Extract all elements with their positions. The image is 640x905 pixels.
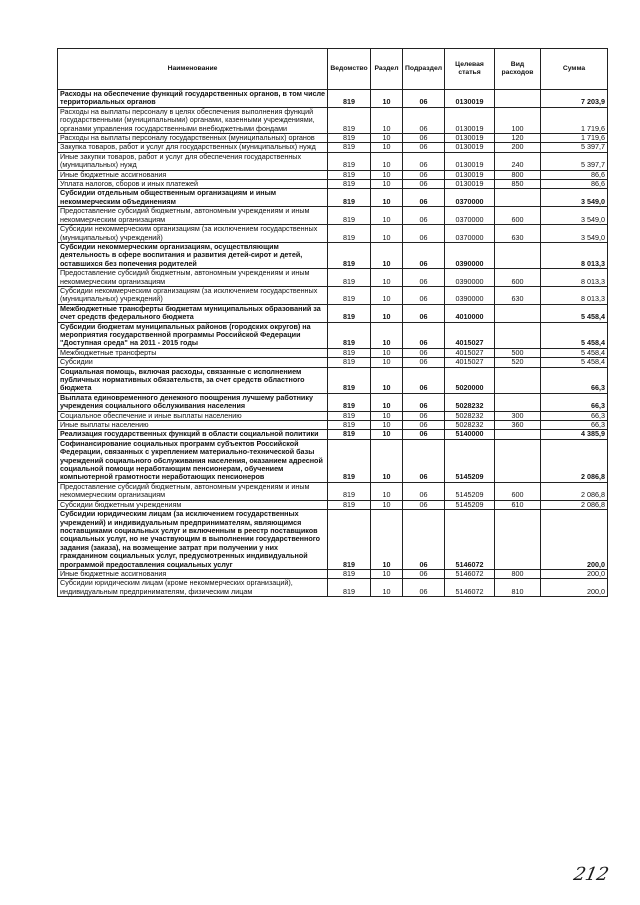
cell-type: 600	[495, 269, 541, 287]
cell-sum: 8 013,3	[541, 269, 608, 287]
cell-section: 10	[371, 269, 403, 287]
cell-sum: 2 086,8	[541, 482, 608, 500]
page-number: 212	[571, 864, 611, 885]
cell-sum: 5 458,4	[541, 348, 608, 357]
cell-type: 600	[495, 207, 541, 225]
cell-name: Закупка товаров, работ и услуг для государственных (муниципальных) нужд	[58, 143, 328, 152]
cell-sum: 200,0	[541, 569, 608, 578]
cell-type	[495, 242, 541, 268]
cell-sum: 66,3	[541, 367, 608, 393]
cell-name: Реализация государственных функций в области социальной политики	[58, 430, 328, 439]
cell-article: 4015027	[445, 348, 495, 357]
cell-sum: 2 086,8	[541, 439, 608, 482]
cell-type: 500	[495, 348, 541, 357]
cell-name: Софинансирование социальных программ субъектов Российской Федерации, связанных с укреплением материально-технической базы учреждений социального обслуживания населения, оказанием адресной социальной помощи неработающим пенсионерам, обучением компьютерной грамотности неработающих пенсионеров	[58, 439, 328, 482]
cell-type	[495, 189, 541, 207]
cell-sum: 200,0	[541, 510, 608, 570]
cell-type: 850	[495, 180, 541, 189]
table-row	[58, 107, 608, 133]
cell-name: Субсидии юридическим лицам (за исключением государственных учреждений) и индивидуальным предпринимателям, являющимся поставщиками социальных услуг и включенным в реестр поставщиков социальных услуг, но не участвующим в выполнении государственного задания (заказа), на возмещение затрат при получении у них гражданином социальных услуг, предусмотренных индивидуальной программой предоставления социальных услуг	[58, 510, 328, 570]
cell-section: 10	[371, 367, 403, 393]
cell-sum: 4 385,9	[541, 430, 608, 439]
cell-subsection: 06	[403, 189, 445, 207]
cell-subsection: 06	[403, 180, 445, 189]
cell-sum: 1 719,6	[541, 134, 608, 143]
cell-section: 10	[371, 411, 403, 420]
cell-article: 0370000	[445, 225, 495, 243]
cell-subsection: 06	[403, 510, 445, 570]
header-section: Раздел	[371, 49, 403, 90]
table-body	[58, 90, 608, 597]
cell-dept: 819	[328, 304, 371, 322]
cell-sum: 3 549,0	[541, 225, 608, 243]
cell-sum: 66,3	[541, 393, 608, 411]
cell-dept: 819	[328, 569, 371, 578]
cell-name: Иные выплаты населению	[58, 421, 328, 430]
cell-dept: 819	[328, 358, 371, 367]
cell-section: 10	[371, 393, 403, 411]
cell-section: 10	[371, 189, 403, 207]
cell-type: 810	[495, 579, 541, 597]
cell-subsection: 06	[403, 482, 445, 500]
cell-subsection: 06	[403, 143, 445, 152]
cell-section: 10	[371, 242, 403, 268]
table-row	[58, 304, 608, 322]
cell-dept: 819	[328, 207, 371, 225]
cell-dept: 819	[328, 439, 371, 482]
header-type: Вид расходов	[495, 49, 541, 90]
cell-name: Расходы на выплаты персоналу государственных (муниципальных) органов	[58, 134, 328, 143]
cell-article: 0130019	[445, 143, 495, 152]
cell-dept: 819	[328, 170, 371, 179]
cell-subsection: 06	[403, 286, 445, 304]
table-row	[58, 286, 608, 304]
cell-name: Межбюджетные трансферты	[58, 348, 328, 357]
cell-name: Субсидии бюджетам муниципальных районов (городских округов) на мероприятия государственной программы Российской Федерации "Доступная среда" на 2011 - 2015 годы	[58, 322, 328, 348]
table-row	[58, 348, 608, 357]
cell-section: 10	[371, 170, 403, 179]
cell-dept: 819	[328, 510, 371, 570]
cell-section: 10	[371, 322, 403, 348]
table-row	[58, 358, 608, 367]
cell-subsection: 06	[403, 569, 445, 578]
table-row	[58, 207, 608, 225]
cell-dept: 819	[328, 225, 371, 243]
cell-sum: 8 013,3	[541, 286, 608, 304]
cell-sum: 86,6	[541, 170, 608, 179]
table-row	[58, 439, 608, 482]
cell-name: Расходы на выплаты персоналу в целях обеспечения выполнения функций государственными (муниципальными) органами, казенными учреждениями, органами управления государственными внебюджетными фондами	[58, 107, 328, 133]
cell-type: 600	[495, 482, 541, 500]
cell-dept: 819	[328, 286, 371, 304]
cell-dept: 819	[328, 143, 371, 152]
cell-article: 0130019	[445, 90, 495, 108]
header-row	[58, 49, 608, 90]
cell-subsection: 06	[403, 90, 445, 108]
cell-subsection: 06	[403, 393, 445, 411]
cell-subsection: 06	[403, 367, 445, 393]
cell-sum: 66,3	[541, 411, 608, 420]
cell-name: Субсидии некоммерческим организациям (за исключением государственных (муниципальных) учреждений)	[58, 286, 328, 304]
cell-name: Субсидии юридическим лицам (кроме некоммерческих организаций), индивидуальным предпринимателям, физическим лицам	[58, 579, 328, 597]
header-sum: Сумма	[541, 49, 608, 90]
cell-article: 0390000	[445, 286, 495, 304]
cell-dept: 819	[328, 500, 371, 509]
cell-dept: 819	[328, 367, 371, 393]
cell-article: 5146072	[445, 569, 495, 578]
header-name: Наименование	[58, 49, 328, 90]
cell-section: 10	[371, 510, 403, 570]
cell-article: 4015027	[445, 358, 495, 367]
cell-article: 5140000	[445, 430, 495, 439]
cell-name: Субсидии отдельным общественным организациям и иным некоммерческим объединениям	[58, 189, 328, 207]
cell-type: 100	[495, 107, 541, 133]
cell-article: 4010000	[445, 304, 495, 322]
header-article: Целевая статья	[445, 49, 495, 90]
cell-section: 10	[371, 500, 403, 509]
cell-name: Расходы на обеспечение функций государственных органов, в том числе территориальных органов	[58, 90, 328, 108]
cell-section: 10	[371, 421, 403, 430]
cell-type	[495, 510, 541, 570]
cell-article: 0130019	[445, 107, 495, 133]
table-row	[58, 393, 608, 411]
cell-dept: 819	[328, 579, 371, 597]
cell-name: Субсидии	[58, 358, 328, 367]
budget-table	[57, 48, 608, 597]
cell-type: 300	[495, 411, 541, 420]
cell-name: Субсидии бюджетным учреждениям	[58, 500, 328, 509]
cell-sum: 86,6	[541, 180, 608, 189]
cell-name: Иные закупки товаров, работ и услуг для обеспечения государственных (муниципальных) нужд	[58, 152, 328, 170]
cell-article: 0370000	[445, 189, 495, 207]
cell-subsection: 06	[403, 358, 445, 367]
table-row	[58, 430, 608, 439]
cell-sum: 5 397,7	[541, 143, 608, 152]
cell-type: 120	[495, 134, 541, 143]
cell-type	[495, 322, 541, 348]
cell-name: Социальное обеспечение и иные выплаты населению	[58, 411, 328, 420]
header-dept: Ведомство	[328, 49, 371, 90]
cell-section: 10	[371, 358, 403, 367]
cell-name: Межбюджетные трансферты бюджетам муниципальных образований за счет средств федерального бюджета	[58, 304, 328, 322]
cell-name: Предоставление субсидий бюджетным, автономным учреждениям и иным некоммерческим организациям	[58, 269, 328, 287]
cell-dept: 819	[328, 189, 371, 207]
cell-sum: 5 458,4	[541, 322, 608, 348]
table-row	[58, 322, 608, 348]
cell-type: 240	[495, 152, 541, 170]
cell-dept: 819	[328, 152, 371, 170]
cell-section: 10	[371, 304, 403, 322]
cell-article: 0130019	[445, 170, 495, 179]
cell-article: 0390000	[445, 242, 495, 268]
cell-dept: 819	[328, 180, 371, 189]
cell-sum: 3 549,0	[541, 207, 608, 225]
cell-dept: 819	[328, 134, 371, 143]
cell-subsection: 06	[403, 421, 445, 430]
cell-subsection: 06	[403, 579, 445, 597]
cell-article: 4015027	[445, 322, 495, 348]
cell-dept: 819	[328, 482, 371, 500]
cell-name: Предоставление субсидий бюджетным, автономным учреждениям и иным некоммерческим организациям	[58, 207, 328, 225]
cell-dept: 819	[328, 430, 371, 439]
cell-article: 5146072	[445, 579, 495, 597]
table-row	[58, 510, 608, 570]
cell-type: 630	[495, 286, 541, 304]
cell-sum: 3 549,0	[541, 189, 608, 207]
cell-name: Социальная помощь, включая расходы, связанные с исполнением публичных нормативных обязательств, за счет средств областного бюджета	[58, 367, 328, 393]
cell-section: 10	[371, 579, 403, 597]
cell-section: 10	[371, 286, 403, 304]
table-row	[58, 367, 608, 393]
cell-section: 10	[371, 152, 403, 170]
cell-article: 5028232	[445, 421, 495, 430]
cell-sum: 5 458,4	[541, 304, 608, 322]
cell-section: 10	[371, 143, 403, 152]
cell-article: 5146072	[445, 510, 495, 570]
cell-section: 10	[371, 225, 403, 243]
cell-dept: 819	[328, 107, 371, 133]
cell-type	[495, 439, 541, 482]
header-subsection: Подраздел	[403, 49, 445, 90]
cell-article: 5145209	[445, 482, 495, 500]
table-row	[58, 90, 608, 108]
cell-subsection: 06	[403, 411, 445, 420]
cell-name: Субсидии некоммерческим организациям (за исключением государственных (муниципальных) учреждений)	[58, 225, 328, 243]
cell-article: 0130019	[445, 152, 495, 170]
cell-dept: 819	[328, 269, 371, 287]
table-row	[58, 579, 608, 597]
cell-name: Уплата налогов, сборов и иных платежей	[58, 180, 328, 189]
cell-type	[495, 367, 541, 393]
cell-subsection: 06	[403, 269, 445, 287]
cell-subsection: 06	[403, 170, 445, 179]
cell-type: 360	[495, 421, 541, 430]
cell-type: 630	[495, 225, 541, 243]
table-header	[58, 49, 608, 90]
cell-sum: 200,0	[541, 579, 608, 597]
cell-dept: 819	[328, 411, 371, 420]
table-row	[58, 269, 608, 287]
cell-article: 0390000	[445, 269, 495, 287]
cell-section: 10	[371, 439, 403, 482]
table-row	[58, 242, 608, 268]
cell-subsection: 06	[403, 242, 445, 268]
cell-sum: 1 719,6	[541, 107, 608, 133]
cell-type: 800	[495, 569, 541, 578]
cell-sum: 8 013,3	[541, 242, 608, 268]
table-row	[58, 225, 608, 243]
cell-name: Предоставление субсидий бюджетным, автономным учреждениям и иным некоммерческим организациям	[58, 482, 328, 500]
cell-type	[495, 304, 541, 322]
cell-type	[495, 430, 541, 439]
cell-sum: 5 458,4	[541, 358, 608, 367]
cell-article: 5028232	[445, 393, 495, 411]
cell-dept: 819	[328, 322, 371, 348]
cell-section: 10	[371, 207, 403, 225]
cell-name: Выплата единовременного денежного поощрения лучшему работнику учреждения социального обслуживания населения	[58, 393, 328, 411]
cell-section: 10	[371, 180, 403, 189]
cell-type: 200	[495, 143, 541, 152]
cell-dept: 819	[328, 348, 371, 357]
cell-article: 5028232	[445, 411, 495, 420]
table-row	[58, 189, 608, 207]
table-row	[58, 143, 608, 152]
cell-subsection: 06	[403, 107, 445, 133]
cell-type	[495, 393, 541, 411]
cell-type: 520	[495, 358, 541, 367]
cell-dept: 819	[328, 421, 371, 430]
cell-sum: 66,3	[541, 421, 608, 430]
cell-dept: 819	[328, 242, 371, 268]
cell-dept: 819	[328, 393, 371, 411]
cell-subsection: 06	[403, 304, 445, 322]
cell-type	[495, 90, 541, 108]
cell-article: 0130019	[445, 134, 495, 143]
cell-sum: 5 397,7	[541, 152, 608, 170]
cell-section: 10	[371, 90, 403, 108]
table-row	[58, 152, 608, 170]
cell-article: 5020000	[445, 367, 495, 393]
cell-sum: 2 086,8	[541, 500, 608, 509]
cell-section: 10	[371, 430, 403, 439]
cell-section: 10	[371, 107, 403, 133]
cell-subsection: 06	[403, 225, 445, 243]
cell-section: 10	[371, 569, 403, 578]
cell-subsection: 06	[403, 134, 445, 143]
cell-subsection: 06	[403, 152, 445, 170]
cell-name: Иные бюджетные ассигнования	[58, 170, 328, 179]
cell-name: Субсидии некоммерческим организациям, осуществляющим деятельность в сфере воспитания и развития детей-сирот и детей, оставшихся без попечения родителей	[58, 242, 328, 268]
cell-type: 800	[495, 170, 541, 179]
cell-article: 5145209	[445, 439, 495, 482]
cell-subsection: 06	[403, 207, 445, 225]
cell-section: 10	[371, 482, 403, 500]
cell-subsection: 06	[403, 430, 445, 439]
cell-dept: 819	[328, 90, 371, 108]
cell-subsection: 06	[403, 322, 445, 348]
cell-article: 5145209	[445, 500, 495, 509]
cell-section: 10	[371, 348, 403, 357]
cell-subsection: 06	[403, 439, 445, 482]
table-row	[58, 482, 608, 500]
cell-article: 0130019	[445, 180, 495, 189]
cell-section: 10	[371, 134, 403, 143]
cell-article: 0370000	[445, 207, 495, 225]
cell-name: Иные бюджетные ассигнования	[58, 569, 328, 578]
cell-subsection: 06	[403, 348, 445, 357]
cell-subsection: 06	[403, 500, 445, 509]
cell-type: 610	[495, 500, 541, 509]
cell-sum: 7 203,9	[541, 90, 608, 108]
